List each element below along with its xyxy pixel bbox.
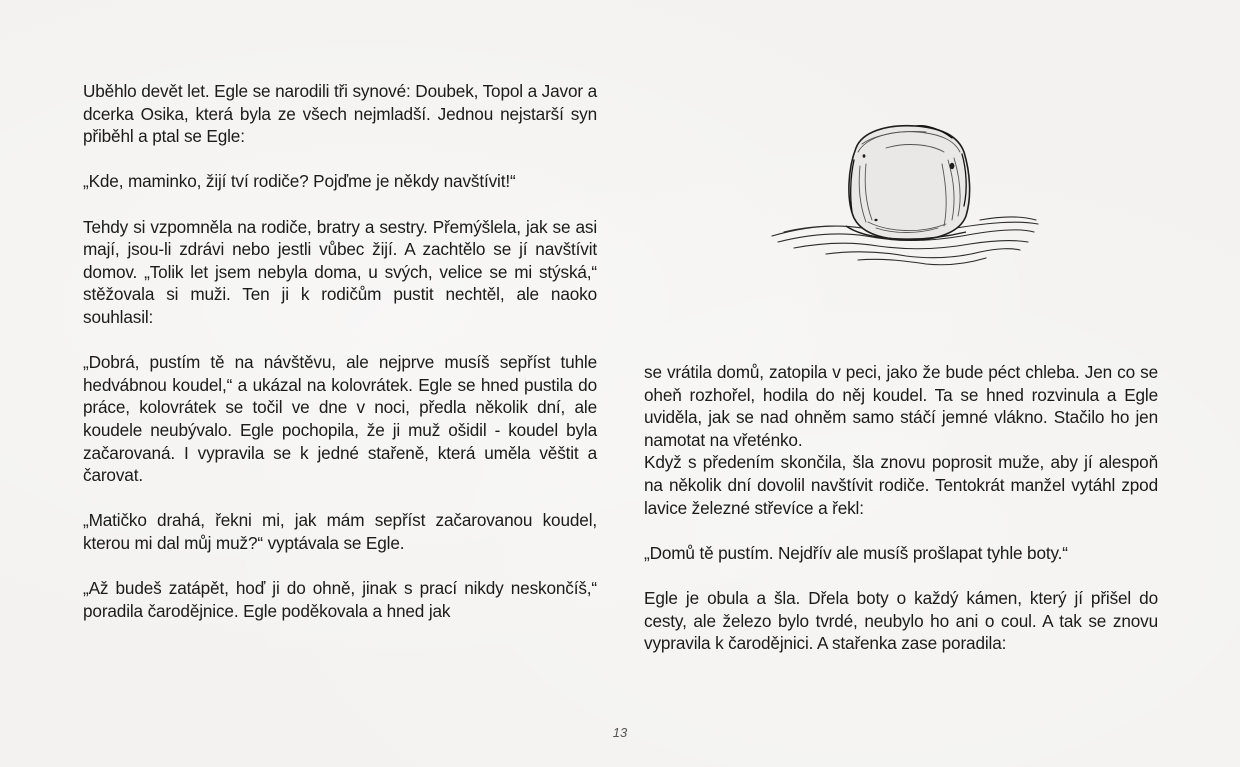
paragraph-10: Egle je obula a šla. Dřela boty o každý kámen, který jí přišel do cesty, ale železo bylo tvrdé, neubylo ho ani o coul. A tak se znovu vypravila k čarodějnici. A stařenka zase poradila: xyxy=(644,587,1158,654)
paragraph-4: „Dobrá, pustím tě na návštěvu, ale nejprve musíš sepříst tuhle hedvábnou koudel,“ a ukázal na kolovrátek. Egle se hned pustila do práce, kolovrátek se točil ve dne v noci, předla několik dní, ale koudele neubývalo. Egle pochopila, že ji muž ošidil - koudel byla začarovaná. I vypravila se k jedné stařeně, která uměla věštit a čarovat. xyxy=(83,352,597,486)
page-number: 13 xyxy=(612,725,628,740)
paragraph-5: „Matičko drahá, řekni mi, jak mám sepříst začarovanou koudel, kterou mi dal můj muž?“ vyptávala se Egle. xyxy=(83,510,597,553)
silk-bundle-illustration xyxy=(766,108,1046,272)
paragraph-6: „Až budeš zatápět, hoď ji do ohně, jinak s prací nikdy neskončíš,“ poradila čarodějnice. Egle poděkovala a hned jak xyxy=(83,578,597,621)
paragraph-2: „Kde, maminko, žijí tví rodiče? Pojďme je někdy navštívit!“ xyxy=(83,171,516,192)
paragraph-3: Tehdy si vzpomněla na rodiče, bratry a sestry. Přemýšlela, jak se asi mají, jsou-li zdrávi nebo jestli vůbec žijí. A zachtělo se jí navštívit domov. „Tolik let jsem nebyla doma, u svých, velice se mi stýská,“ stěžovala si muži. Ten ji k rodičům pustit nechtěl, ale naoko souhlasil: xyxy=(83,216,597,327)
paragraph-8: Když s předením skončila, šla znovu poprosit muže, aby jí alespoň na několik dní dovolil navštívit rodiče. Tentokrát manžel vytáhl zpod lavice železné střevíce a řekl: xyxy=(644,452,1158,518)
paragraph-9: „Domů tě pustím. Nejdřív ale musíš prošlapat tyhle boty.“ xyxy=(644,542,1068,563)
right-text-column xyxy=(644,361,1158,655)
left-text-column xyxy=(83,80,597,622)
paragraph-7: se vrátila domů, zatopila v peci, jako že bude péct chleba. Jen co se oheň rozhořel, hodila do něj koudel. Ta se hned rozvinula a Egle uviděla, jak se nad ohněm samo stáčí jemné vlákno. Stačilo ho jen namotat na vřeténko. xyxy=(644,362,1158,450)
paragraph-1: Uběhlo devět let. Egle se narodili tři synové: Doubek, Topol a Javor a dcerka Osika, která byla ze všech nejmladší. Jednou nejstarší syn přiběhl a ptal se Egle: xyxy=(83,81,597,147)
